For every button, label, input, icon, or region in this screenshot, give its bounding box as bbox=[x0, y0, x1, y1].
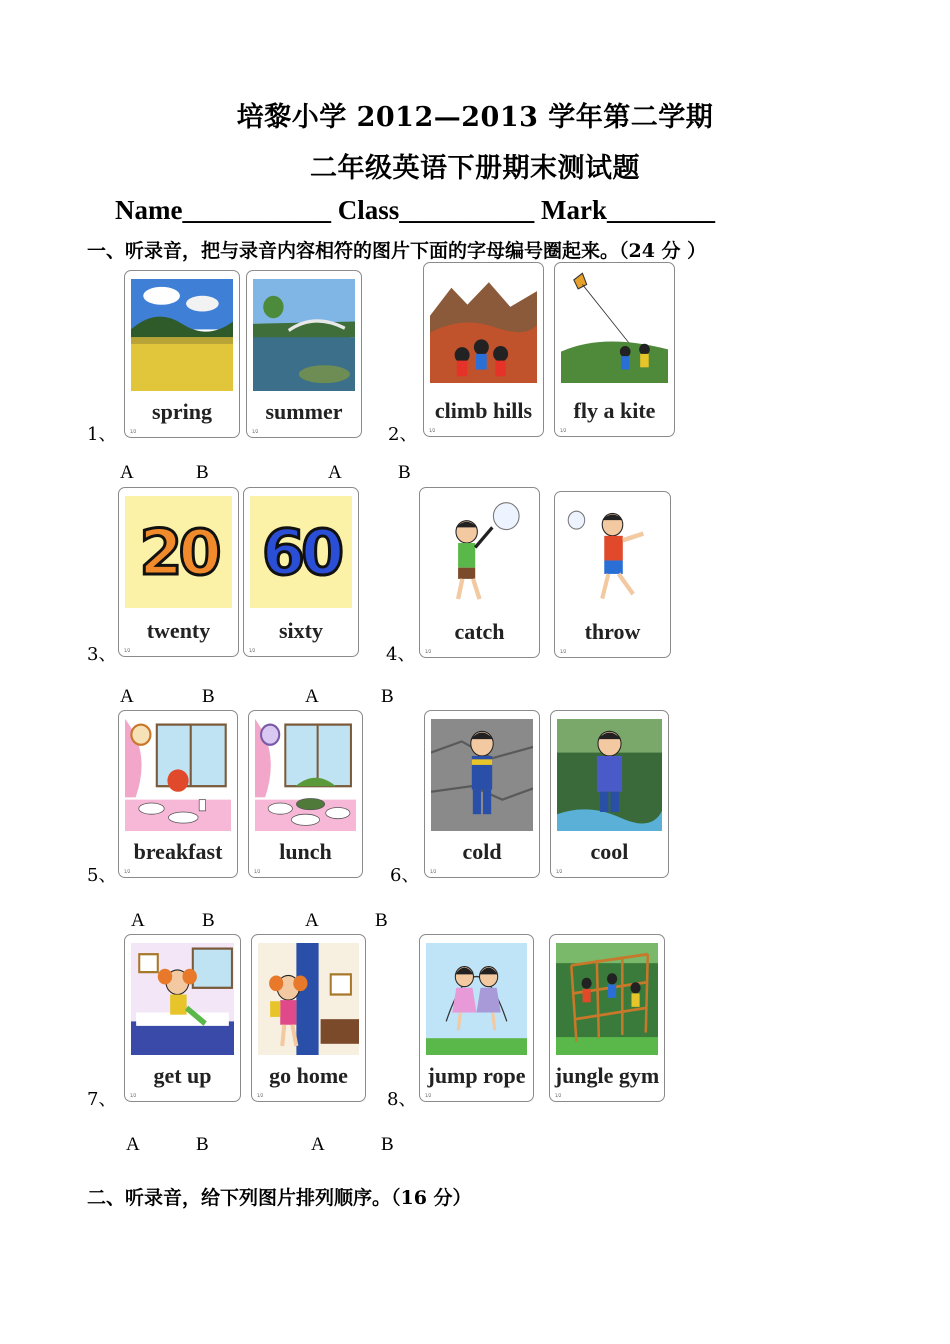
card-label: spring bbox=[152, 399, 212, 424]
picture-card-spring bbox=[124, 270, 240, 438]
fly-a-kite-picture bbox=[561, 271, 668, 383]
picture-card-summer bbox=[246, 270, 362, 438]
option-a-label[interactable]: A bbox=[328, 462, 342, 483]
picture-card-cold bbox=[424, 710, 540, 878]
picture-card-throw bbox=[554, 491, 671, 658]
question-number-6: 6、 bbox=[390, 865, 420, 886]
section1-instruction: 一、听录音，把与录音内容相符的图片下面的字母编号圈起来。（24 分 ） bbox=[87, 240, 707, 262]
number-60: 60 bbox=[261, 515, 341, 589]
option-a-label[interactable]: A bbox=[120, 686, 134, 707]
card-code: 1/2 bbox=[555, 1093, 562, 1098]
option-a-label[interactable]: A bbox=[126, 1134, 140, 1155]
card-label: climb hills bbox=[434, 398, 533, 423]
option-a-label[interactable]: A bbox=[120, 462, 134, 483]
card-code: 1/2 bbox=[560, 649, 567, 654]
summer-picture bbox=[253, 279, 355, 391]
lunch-picture bbox=[255, 719, 356, 831]
question-number-2: 2、 bbox=[388, 424, 418, 445]
card-code: 1/2 bbox=[556, 869, 563, 874]
number-20: 20 bbox=[139, 515, 218, 589]
picture-card-twenty bbox=[118, 487, 239, 657]
jump-rope-picture bbox=[426, 943, 527, 1055]
card-label: summer bbox=[265, 399, 343, 424]
card-code: 1/2 bbox=[425, 649, 432, 654]
question-number-1: 1、 bbox=[87, 424, 117, 445]
picture-card-go-home bbox=[251, 934, 366, 1102]
option-a-label[interactable]: A bbox=[305, 910, 319, 931]
climb-hills-picture bbox=[430, 271, 537, 383]
card-label: sixty bbox=[279, 618, 323, 643]
page-title: 培黎小学 2012—2013 学年第二学期 bbox=[236, 102, 714, 133]
card-label: jump rope bbox=[427, 1063, 526, 1088]
section2-instruction: 二、听录音，给下列图片排列顺序。（16 分） bbox=[87, 1187, 472, 1209]
card-code: 1/2 bbox=[130, 1093, 137, 1098]
card-code: 1/2 bbox=[425, 1093, 432, 1098]
student-info-line: Name___________ Class__________ Mark________ bbox=[115, 195, 715, 225]
picture-card-fly-a-kite bbox=[554, 262, 675, 437]
picture-card-jump-rope bbox=[419, 934, 534, 1102]
option-a-label[interactable]: A bbox=[131, 910, 145, 931]
option-b-label[interactable]: B bbox=[202, 910, 215, 931]
catch-picture bbox=[426, 496, 533, 608]
spring-picture bbox=[131, 279, 233, 391]
option-b-label[interactable]: B bbox=[202, 686, 215, 707]
card-label: throw bbox=[584, 619, 641, 644]
picture-card-get-up bbox=[124, 934, 241, 1102]
option-b-label[interactable]: B bbox=[375, 910, 388, 931]
question-number-7: 7、 bbox=[87, 1089, 117, 1110]
breakfast-picture bbox=[125, 719, 231, 831]
option-b-label[interactable]: B bbox=[196, 1134, 209, 1155]
card-code: 1/2 bbox=[130, 429, 137, 434]
card-label: cold bbox=[462, 839, 502, 864]
picture-card-lunch bbox=[248, 710, 363, 878]
card-label: twenty bbox=[146, 618, 211, 643]
option-a-label[interactable]: A bbox=[311, 1134, 325, 1155]
number-picture bbox=[125, 496, 232, 608]
card-code: 1/2 bbox=[560, 428, 567, 433]
card-label: go home bbox=[269, 1063, 348, 1088]
go-home-picture bbox=[258, 943, 359, 1055]
question-number-5: 5、 bbox=[87, 865, 117, 886]
card-code: 1/2 bbox=[252, 429, 259, 434]
card-code: 1/2 bbox=[257, 1093, 264, 1098]
card-label: jungle gym bbox=[554, 1063, 660, 1088]
card-code: 1/2 bbox=[429, 428, 436, 433]
card-code: 1/2 bbox=[124, 869, 131, 874]
option-a-label[interactable]: A bbox=[305, 686, 319, 707]
card-code: 1/2 bbox=[430, 869, 437, 874]
card-label: breakfast bbox=[133, 839, 223, 864]
card-label: cool bbox=[590, 839, 629, 864]
option-b-label[interactable]: B bbox=[196, 462, 209, 483]
question-number-8: 8、 bbox=[387, 1089, 417, 1110]
jungle-gym-picture bbox=[556, 943, 658, 1055]
question-number-3: 3、 bbox=[87, 644, 117, 665]
card-label: fly a kite bbox=[573, 398, 656, 423]
number-picture bbox=[250, 496, 352, 608]
option-b-label[interactable]: B bbox=[381, 1134, 394, 1155]
picture-card-cool bbox=[550, 710, 669, 878]
option-b-label[interactable]: B bbox=[398, 462, 411, 483]
card-code: 1/2 bbox=[254, 869, 261, 874]
get-up-picture bbox=[131, 943, 234, 1055]
picture-card-breakfast bbox=[118, 710, 238, 878]
card-code: 1/2 bbox=[249, 648, 256, 653]
option-b-label[interactable]: B bbox=[381, 686, 394, 707]
card-label: lunch bbox=[279, 839, 332, 864]
card-label: catch bbox=[454, 619, 505, 644]
throw-picture bbox=[561, 500, 664, 612]
picture-card-sixty bbox=[243, 487, 359, 657]
picture-card-jungle-gym bbox=[549, 934, 665, 1102]
cool-picture bbox=[557, 719, 662, 831]
card-label: get up bbox=[153, 1063, 212, 1088]
picture-card-climb-hills bbox=[423, 262, 544, 437]
page-subtitle: 二年级英语下册期末测试题 bbox=[310, 153, 640, 184]
question-number-4: 4、 bbox=[386, 644, 416, 665]
cold-picture bbox=[431, 719, 533, 831]
picture-card-catch bbox=[419, 487, 540, 658]
card-code: 1/2 bbox=[124, 648, 131, 653]
